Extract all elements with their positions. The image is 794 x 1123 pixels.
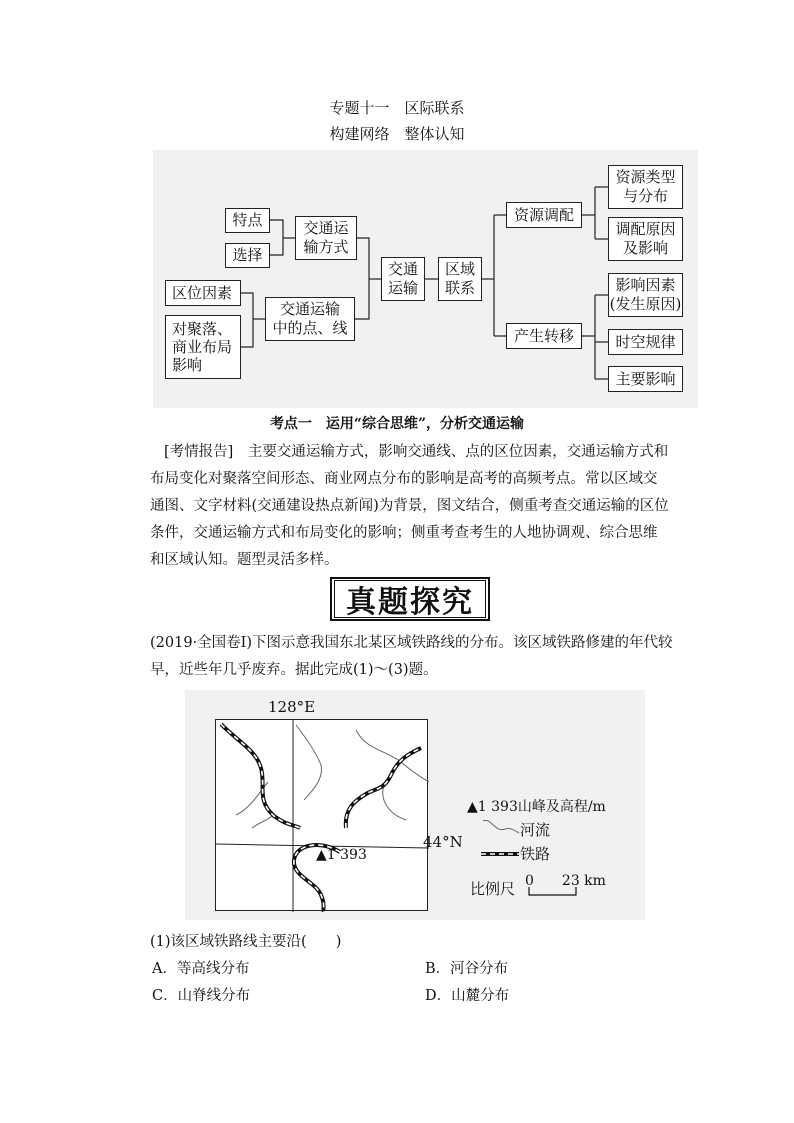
option-a: A．等高线分布: [152, 961, 250, 977]
latitude-label: 44°N: [423, 833, 463, 851]
map-frame: [215, 719, 428, 911]
section-title: 考点一 运用“综合思维”，分析交通运输: [269, 416, 525, 432]
question-intro: (2019·全国卷Ⅰ)下图示意我国东北某区域铁路线的分布。该区域铁路修建的年代较早，近些年几乎废弃。据此完成(1)～(3)题。: [150, 635, 673, 678]
exam-report-paragraph: [考情报告] 主要交通运输方式，影响交通线、点的区位因素，交通运输方式和布局变化对聚落空间形态、商业网点分布的影响是高考的高频考点。常以区域交通图、文字材料(交通建设热点新闻)为背景，图文结合，侧重考查交通运输的区位条件，交通运输方式和布局变化的影响；侧重考查考生的人地协调观、综合思维和区域认知。题型灵活多样。: [150, 444, 669, 568]
scale-label: 比例尺: [470, 880, 516, 898]
box-main-impacts: 主要影响: [608, 366, 683, 392]
box-choice: 选择: [225, 243, 270, 268]
box-feature: 特点: [225, 208, 270, 233]
legend-river: 河流: [520, 821, 551, 839]
box-regional-linkage: 区域 联系: [438, 257, 482, 301]
box-resource-allocation: 资源调配: [506, 202, 582, 228]
box-transport-mode: 交通运 输方式: [295, 216, 357, 260]
banner-real-exam: [330, 577, 490, 621]
box-transport: 交通 运输: [381, 257, 425, 301]
question-stem: (1)该区域铁路线主要沿( ): [150, 934, 342, 950]
box-industry-transfer: 产生转移: [506, 323, 582, 349]
legend-rail: 铁路: [520, 845, 551, 863]
box-spatiotemporal-pattern: 时空规律: [608, 329, 683, 355]
option-d: D．山麓分布: [425, 988, 510, 1004]
box-resource-types: 资源类型 与分布: [608, 165, 683, 209]
box-allocation-reasons: 调配原因 及影响: [608, 217, 683, 261]
option-b: B．河谷分布: [425, 961, 509, 977]
concept-diagram: [153, 150, 698, 408]
box-influencing-factors: 影响因素 (发生原因): [608, 273, 683, 317]
railway-map-figure: [185, 690, 645, 920]
box-points-lines: 交通运输 中的点、线: [265, 297, 355, 341]
scale-values: 0 23 km: [525, 873, 606, 889]
heading-topic: 专题十一 区际联系: [329, 99, 465, 117]
peak-label: ▲1 393: [316, 847, 367, 863]
scale-bar: [528, 887, 578, 897]
box-settlement-impact: 对聚落、 商业布局 影响: [165, 315, 241, 379]
heading-subtitle: 构建网络 整体认知: [329, 125, 465, 143]
longitude-label: 128°E: [268, 698, 316, 716]
legend-river-symbol: [481, 817, 521, 837]
legend-rail-symbol: [481, 848, 521, 860]
map-lines: [216, 720, 429, 912]
banner-text: 真题探究: [334, 580, 486, 618]
legend-peak: ▲1 393山峰及高程/m: [467, 799, 606, 815]
option-c: C．山脊线分布: [152, 988, 251, 1004]
box-location-factors: 区位因素: [165, 280, 241, 306]
